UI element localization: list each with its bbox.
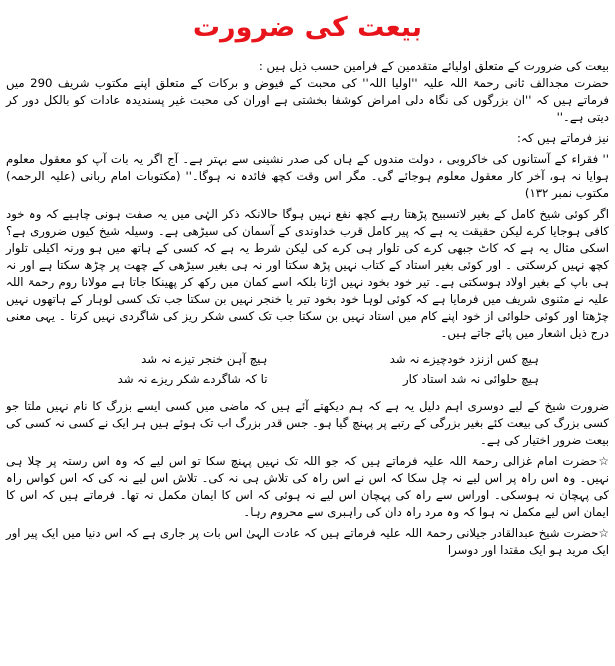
paragraph-fuqara-quote: '' فقراء کے آستانوں کی خاکروبی ، دولت مندوں کے ہاں کی صدر نشینی سے بہتر ہے۔ آج اگر یہ بات آپ کو معقول معلوم ہوایا نہ ہو، آخر کار معقول معلوم ہوجائے گی۔ مگر اس وقت کچھ فائدہ نہ ہوگا۔'' (مکتوبات امام ربانی (علیہ الرحمہ) مکتوب نمبر ۱۳۲) [6, 152, 609, 200]
couplet-line: ہیچ کس ازنزد خودچیزے نہ شد [389, 352, 539, 366]
couplet-line: تا کہ شاگردے شکر ریزے نہ شد [117, 372, 268, 386]
page-title: بیعت کی ضرورت [192, 12, 423, 43]
paragraph-mujaddid-quote: حضرت مجدالف ثانی رحمۃ اللہ علیہ ''اولیا اللہ'' کی محبت کے فیوض و برکات کے متعلق اپنے مکتوب شریف 290 میں فرماتے ہیں کہ ''ان بزرگوں کی نگاہ دلی امراض کوشفا بخشتی ہے اوران کی محبت غیر پسندیدہ عادات کو بالکل دور کر دیتی ہے۔'' [6, 76, 610, 124]
paragraph-shaykh-jilani: ☆حضرت شیخ عبدالقادر جیلانی رحمۃ اللہ علیہ فرماتے ہیں کہ عادت الہیٰ اس بات پر جاری ہے کہ اس دنیا میں ایک پیر اور ایک مرید ہو ایک مقتدا اور دوسرا [6, 526, 609, 557]
paragraph-intro: بیعت کی ضرورت کے متعلق اولیائے متقدمین کے فرامین حسب ذیل ہیں : [258, 59, 609, 73]
persian-couplets [76, 350, 539, 388]
paragraph-shaykh-kamil: اگر کوئی شیخ کامل کے بغیر لاتسبیح پڑھتا رہے کچھ نفع نہیں ہوگا حالانکہ ذکر الہٰی میں یہ صفت ہونی چاہیے کہ وہ خود کافی ہوجایا کرے لیکن حقیقت یہ ہے کہ پیر کامل قرب خداوندی کے آسمان کی سیڑھی ہے۔ وسیلہ شیخ کیوں ضروری ہے؟اسکی مثال یہ ہے کہ کاٹ جبھی کرے کی تلوار ہی کرے کی لیکن شرط یہ ہے کہ کسی کے ہاتھ میں ہو ورنہ اکیلی تلوار کچھ نہیں کرسکتی ۔ اور کوئی بغیر استاد کے کتاب نہیں پڑھ سکتا اور نہ ہی بغیر سیڑھی کے چھت پر چڑھ سکتا ہے اور نہ ہی باپ کے بغیر اولاد ہوسکتی ہے۔ تیر خود بخود نہیں اڑتا بلکہ اسے کمان میں رکھ کر پھینکا جاتا ہے مولانا روم رحمۃ اللہ علیہ نے مثنوی شریف میں فرمایا ہے کہ کوئی لوہا خود بخود تیر یا خنجر نہیں بن سکتا جب تک کسی لوہار کے ہاتھوں نہیں چڑھتا اور کوئی حلوائی از خود اپنے کام میں استاد نہیں بن سکتا جب تک کسی شکر ریز کی شاگردی نہیں کرتا ۔ یہی معنی درج ذیل اشعار میں پائے جاتے ہیں۔ [6, 207, 609, 340]
paragraph-second-proof: ضرورت شیخ کے لیے دوسری اہم دلیل یہ ہے کہ ہم دیکھتے آئے ہیں کہ ماضی میں کسی ایسے بزرگ کا نام نہیں ملتا جو کسی بزرگ کی بیعت کئے بغیر بزرگی کے رتبے پر پہنچ گیا ہو۔ جس قدر بزرگ اب تک ہوئے ہیں ہر ایک نے کسی نہ کسی کی بیعت ضرور اختیار کی ہے۔ [6, 399, 609, 447]
couplet-line: ہیچ حلوائی نہ شد استاد کار [403, 372, 539, 386]
paragraph-imam-ghazali: ☆حضرت امام غزالی رحمۃ اللہ علیہ فرماتے ہیں کہ جو اللہ تک نہیں پہنچ سکا تو اس لیے کہ وہ اس رستہ پر چلا ہی نہیں۔ وہ اس راہ پر اس لیے نہ چل سکا کہ اس نے اس راہ کی تلاش ہی نہ کی۔ تلاش اس لیے نہ کی کہ اس کواس راہ کی پہچان نہ ہوسکی۔ اوراس سے راہ کی پہچان اس لیے نہ ہوئی کہ اس کا ایمان مکمل نہ تھا۔ فرماتے ہیں کہ اس کا ایمان اس لیے مکمل نہ ہوا کہ وہ مرد راہ دان کی راہبری سے محروم رہا۔ [6, 454, 609, 519]
couplet-line: ہیچ آہن خنجر تیزے نہ شد [141, 352, 268, 366]
paragraph-further-says: نیز فرماتے ہیں کہ: [517, 131, 609, 145]
